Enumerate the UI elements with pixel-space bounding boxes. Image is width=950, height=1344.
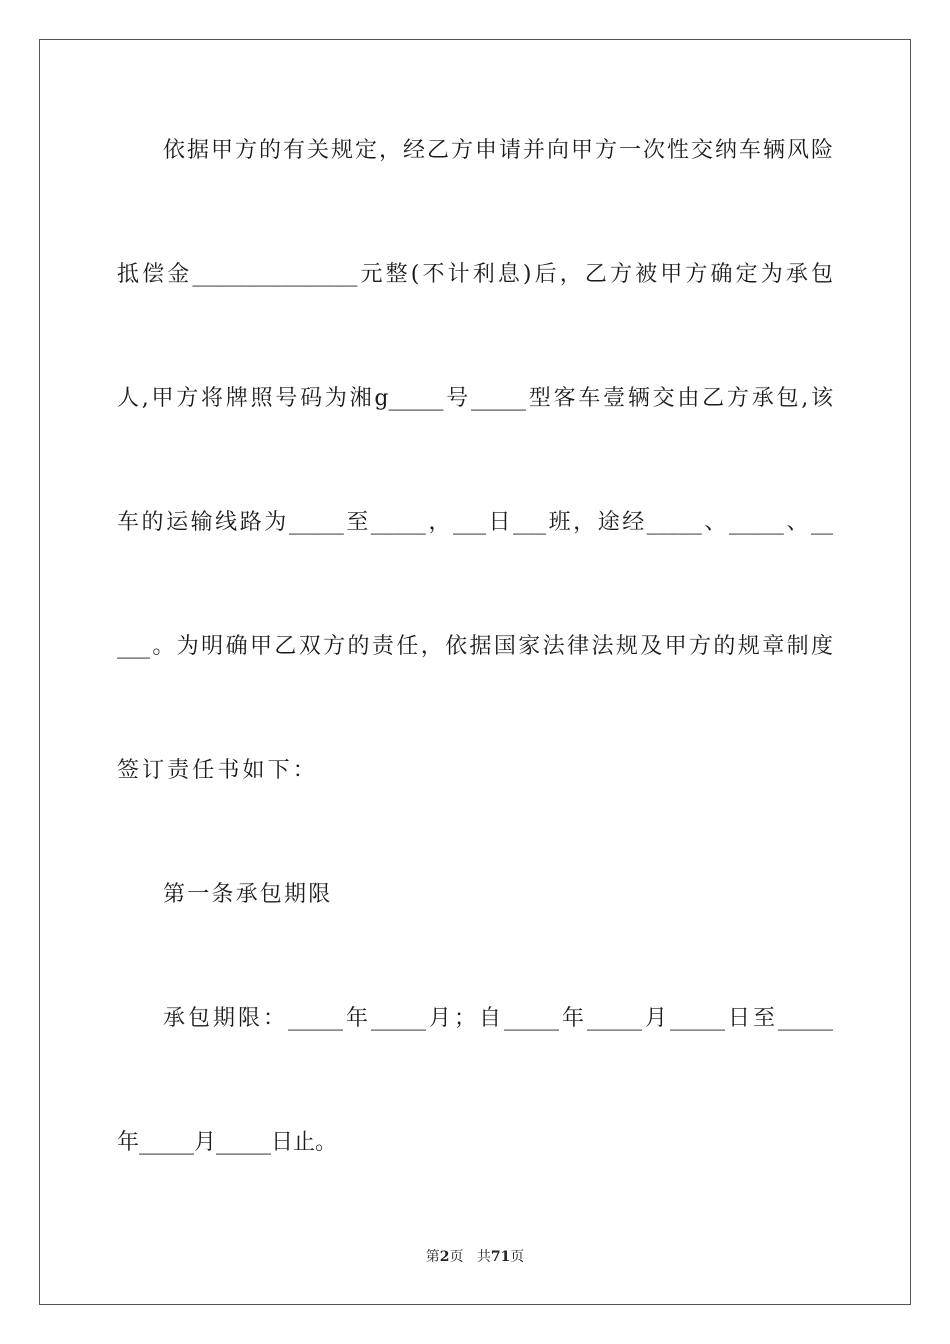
footer-page-suffix: 页 — [449, 1249, 464, 1265]
footer-total-pages: 71 — [490, 1249, 511, 1265]
paragraph-line-6: 签订责任书如下： — [117, 758, 318, 783]
page-border — [39, 39, 911, 1305]
paragraph-line-9: 年_____月_____日止。 — [117, 1130, 338, 1155]
paragraph-line-1: 依据甲方的有关规定，经乙方申请并向甲方一次性交纳车辆风险 — [163, 138, 833, 163]
paragraph-line-2: 抵偿金_______________元整(不计利息)后，乙方被甲方确定为承包 — [117, 262, 833, 287]
paragraph-line-5: ___。为明确甲乙双方的责任，依据国家法律法规及甲方的规章制度 — [117, 634, 833, 659]
paragraph-line-4: 车的运输线路为_____至_____，___日___班，途经_____、_____、__ — [117, 510, 833, 535]
paragraph-line-8: 承包期限：_____年_____月；自_____年_____月_____日至_____ — [163, 1006, 833, 1031]
footer-total-prefix: 共 — [476, 1249, 491, 1265]
footer-page-prefix: 第 — [425, 1249, 440, 1265]
paragraph-line-3: 人,甲方将牌照号码为湘g_____号_____型客车壹辆交由乙方承包,该 — [117, 386, 833, 411]
section-heading: 第一条承包期限 — [163, 882, 333, 907]
footer-total-suffix: 页 — [510, 1249, 525, 1265]
footer-page-number: 2 — [439, 1249, 450, 1265]
page-footer — [0, 1247, 950, 1267]
